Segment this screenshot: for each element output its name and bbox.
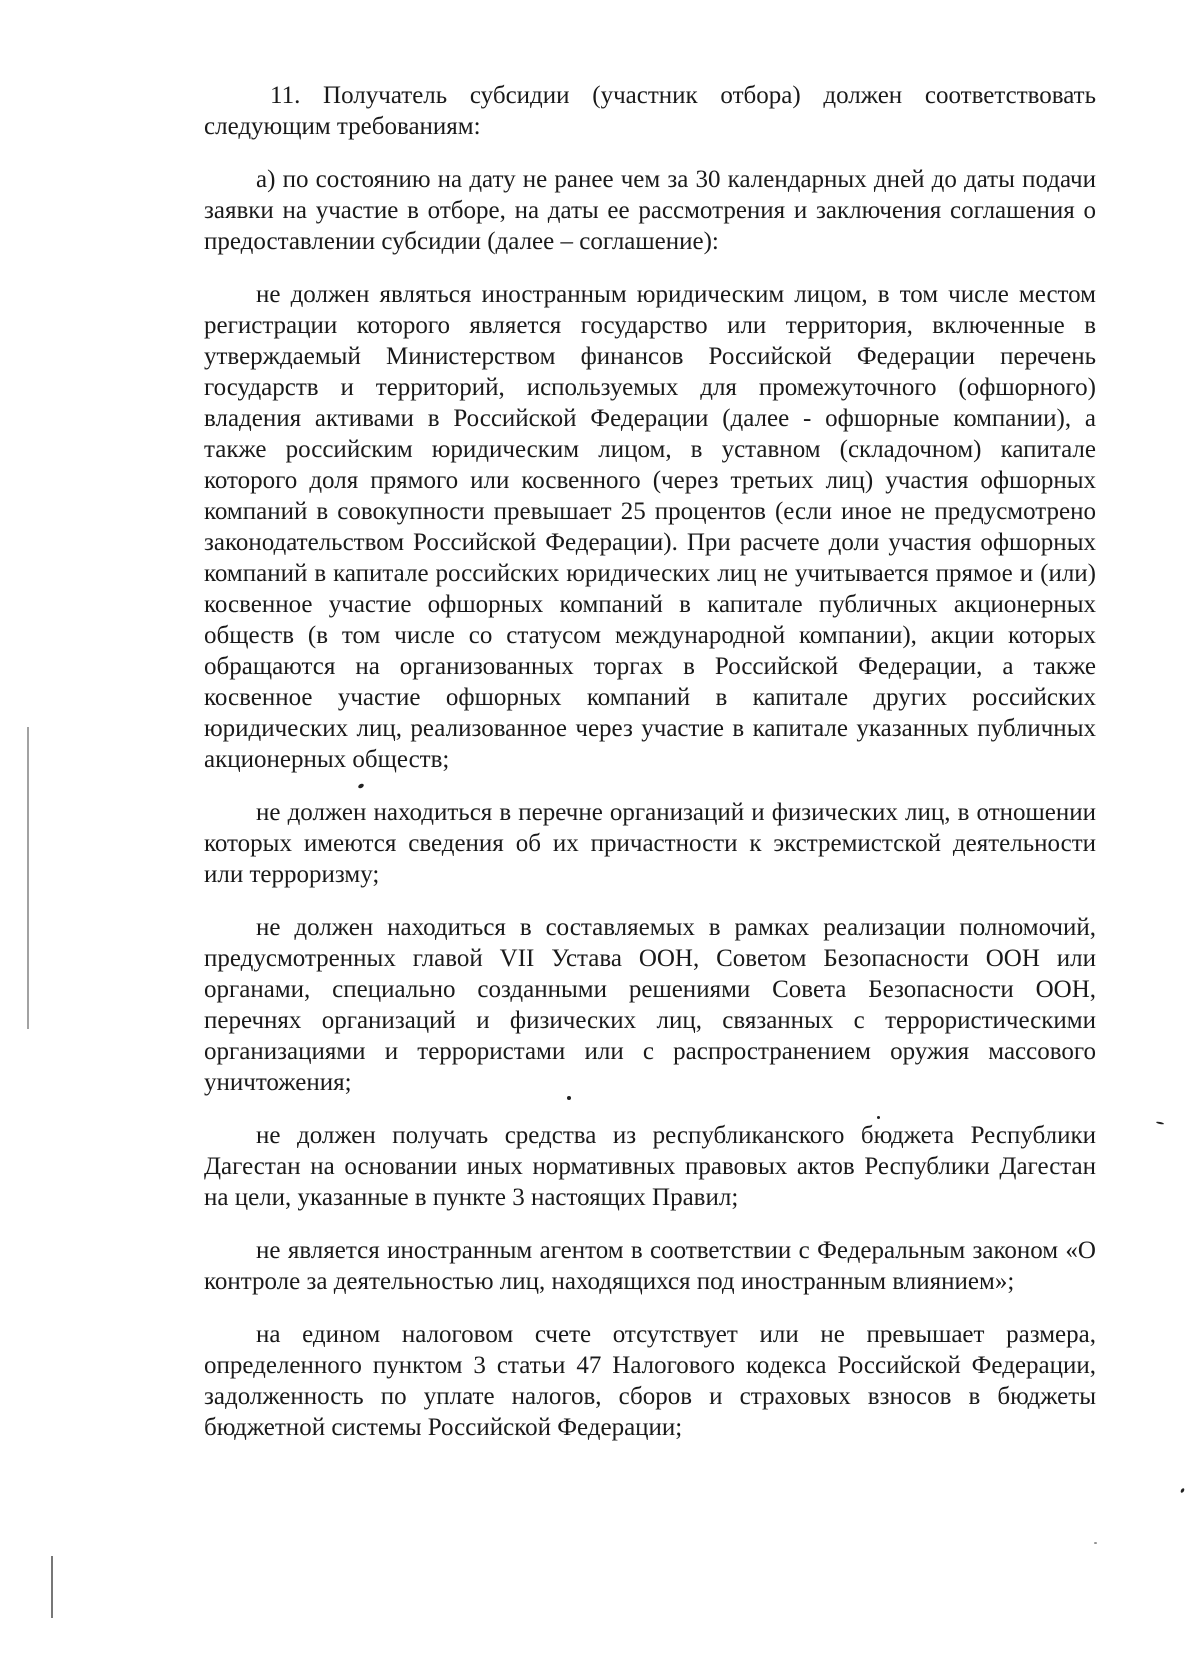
scan-speck (567, 1096, 571, 1100)
scan-speck (1156, 1121, 1164, 1125)
scan-speck (877, 1116, 880, 1119)
paragraph-subitem-a: а) по состоянию на дату не ранее чем за 30 календарных дней до даты подачи заявки на участие в отборе, на даты ее рассмотрения и заключения соглашения о предоставлении субсидии (далее – соглашение): (204, 166, 1096, 255)
scan-edge-line (27, 727, 29, 1029)
paragraph-un-sanctions-list: не должен находиться в составляемых в рамках реализации полномочий, предусмотренных главой VII Устава ООН, Советом Безопасности ООН или органами, специально созданными решениями Совета Безопасности ООН, перечнях организаций и физических лиц, связанных с террористическими организациями и террористами или с распространением оружия массового уничтожения; (204, 914, 1096, 1096)
paragraph-foreign-agent: не является иностранным агентом в соответствии с Федеральным законом «О контроле за деятельностью лиц, находящихся под иностранным влиянием»; (204, 1237, 1096, 1295)
paragraph-no-other-budget-funds: не должен получать средства из республиканского бюджета Республики Дагестан на основании иных нормативных правовых актов Республики Дагестан на цели, указанные в пункте 3 настоящих Правил; (204, 1122, 1096, 1211)
paragraph-item-11: 11. Получатель субсидии (участник отбора) должен соответствовать следующим требованиям: (204, 82, 1096, 140)
scan-speck (1094, 1542, 1097, 1544)
document-body (204, 80, 1096, 1465)
scan-speck (1180, 1488, 1185, 1494)
paragraph-offshore-requirement: не должен являться иностранным юридическим лицом, в том числе местом регистрации которого является государство или территория, включенные в утверждаемый Министерством финансов Российской Федерации перечень государств и территорий, используемых для промежуточного (офшорного) владения активами в Российской Федерации (далее - офшорные компании), а также российским юридическим лицом, в уставном (складочном) капитале которого доля прямого или косвенного (через третьих лиц) участия офшорных компаний в совокупности превышает 25 процентов (если иное не предусмотрено законодательством Российской Федерации). При расчете доли участия офшорных компаний в капитале российских юридических лиц не учитывается прямое и (или) косвенное участие офшорных компаний в капитале публичных акционерных обществ (в том числе со статусом международной компании), акции которых обращаются на организованных торгах в Российской Федерации, а также косвенное участие офшорных компаний в капитале других российских юридических лиц, реализованное через участие в капитале указанных публичных акционерных обществ; (204, 281, 1096, 773)
paragraph-tax-debt: на едином налоговом счете отсутствует или не превышает размера, определенного пунктом 3 статьи 47 Налогового кодекса Российской Федерации, задолженность по уплате налогов, сборов и страховых взносов в бюджеты бюджетной системы Российской Федерации; (204, 1321, 1096, 1441)
scan-edge-line-lower (51, 1556, 53, 1618)
paragraph-extremism-list: не должен находиться в перечне организаций и физических лиц, в отношении которых имеются сведения об их причастности к экстремистской деятельности или терроризму; (204, 799, 1096, 888)
